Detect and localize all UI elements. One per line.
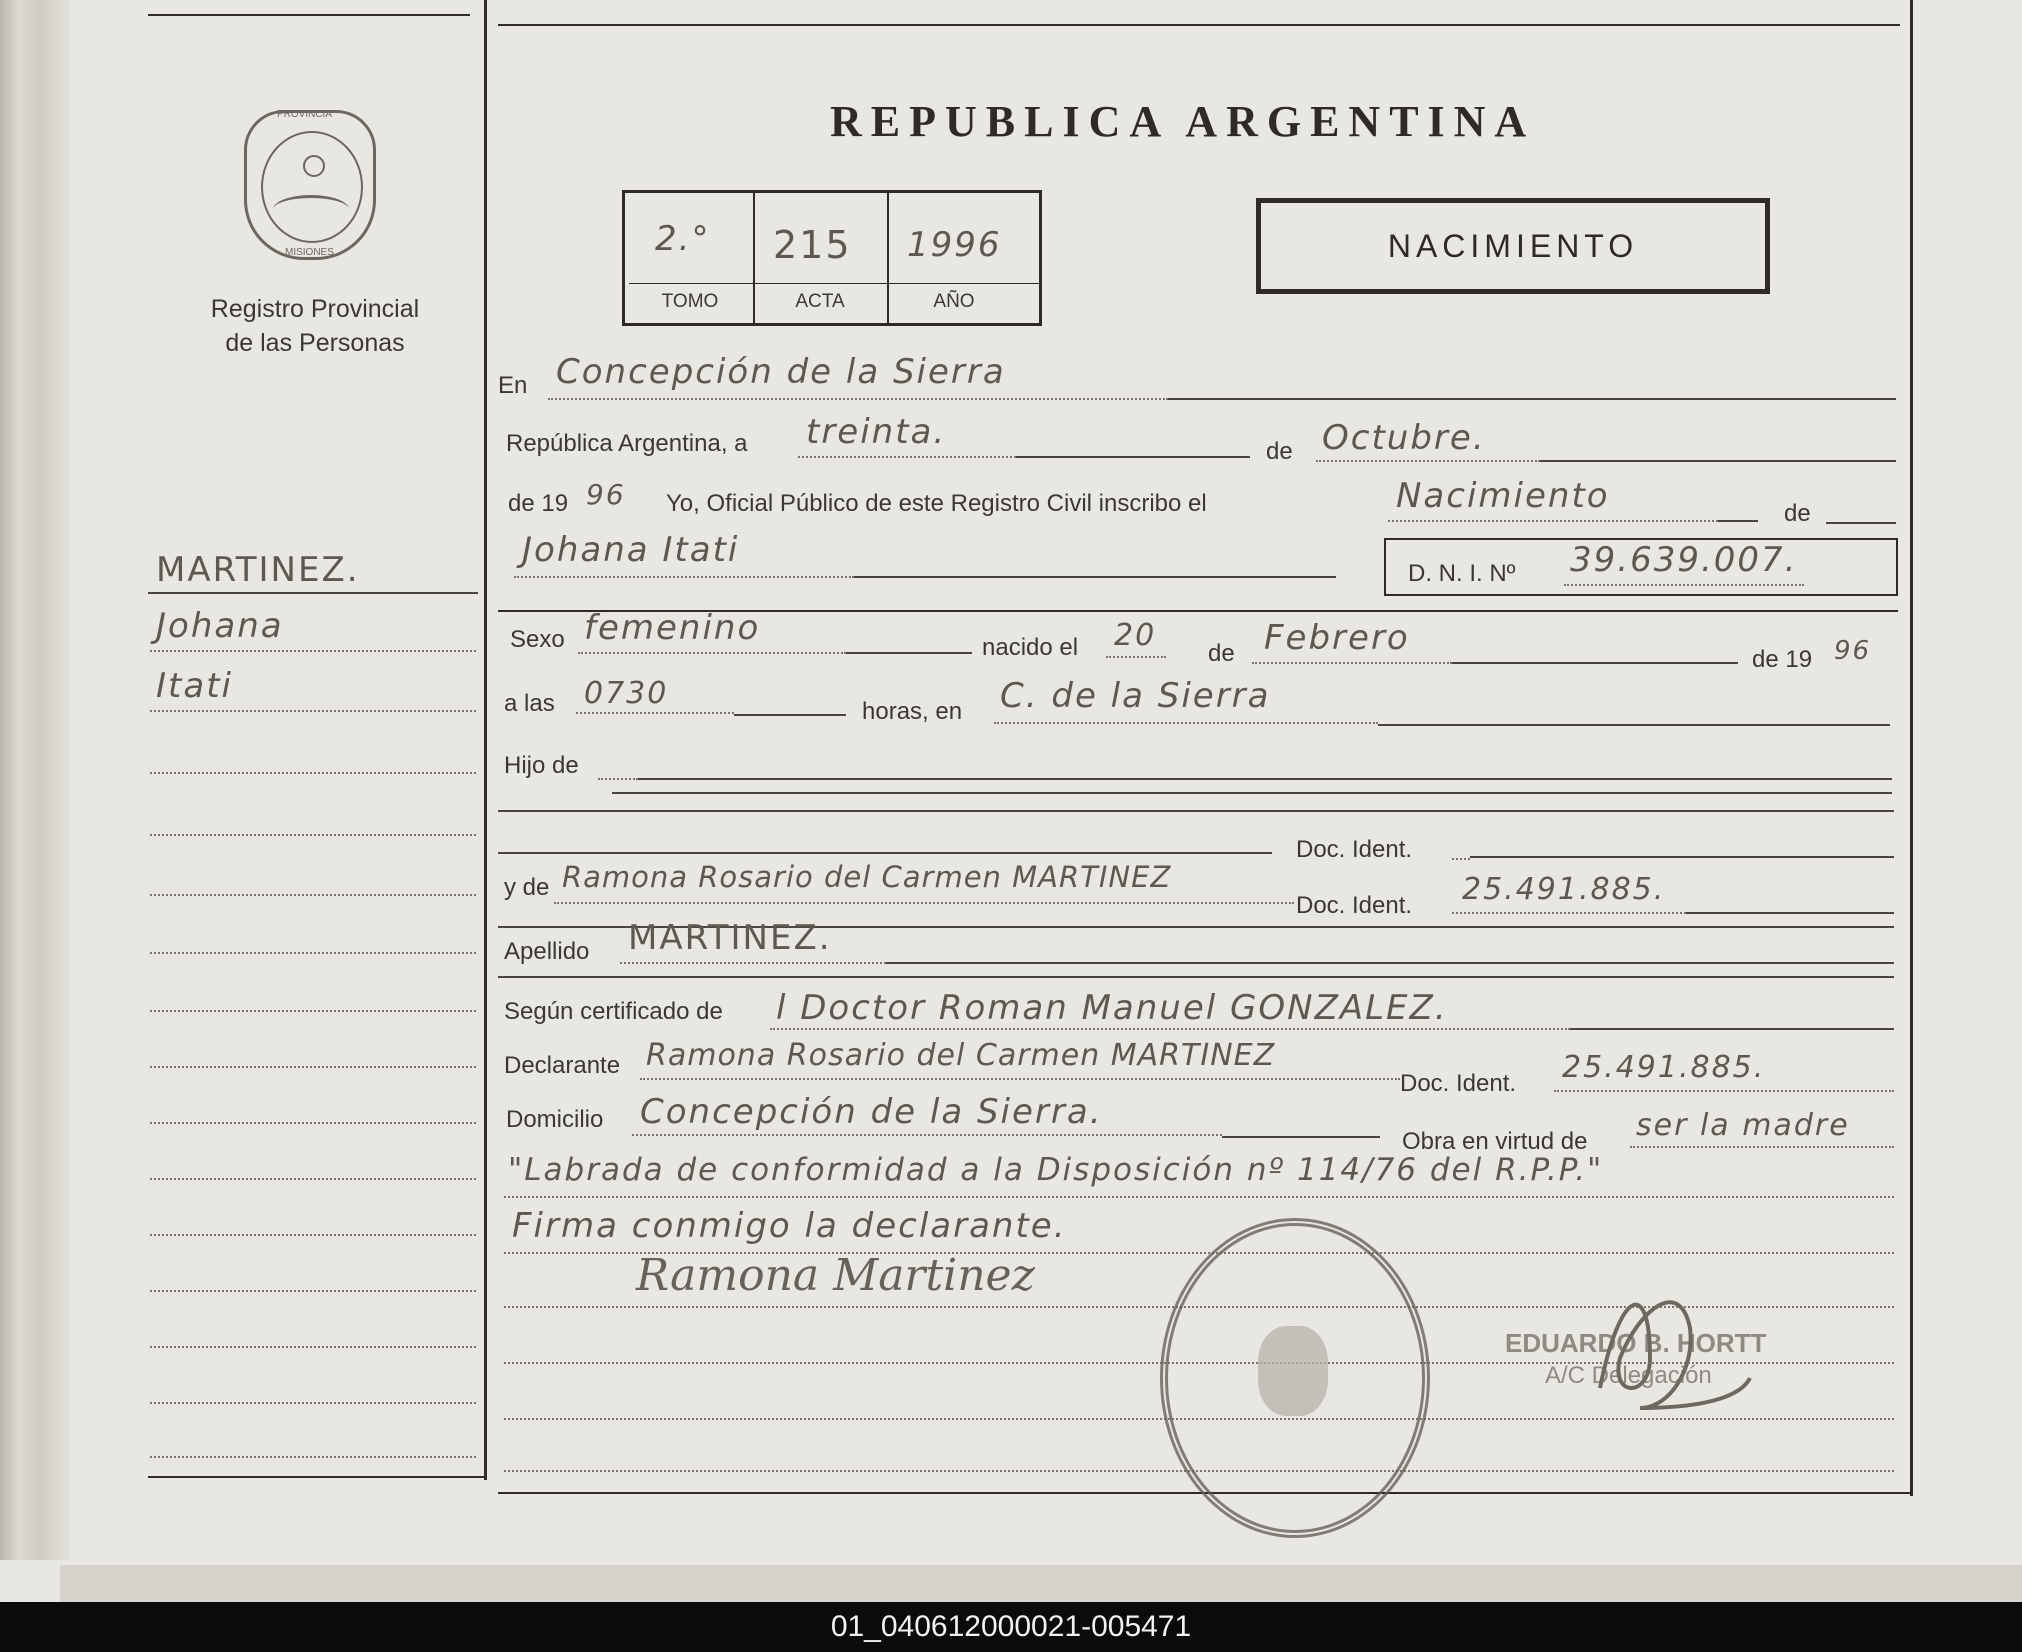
- domicilio-line-end: [1222, 1136, 1380, 1138]
- certificado-label: Según certificado de: [504, 998, 723, 1025]
- top-rule-right: [498, 24, 1900, 26]
- birth-place-line-end: [1378, 724, 1890, 726]
- hijo-line: [598, 778, 638, 780]
- declarant-signature: Ramona Martinez: [636, 1250, 1035, 1301]
- official-stamp: [1160, 1218, 1430, 1538]
- hijo-line-end: [638, 778, 1892, 780]
- place-line-end: [1168, 398, 1896, 400]
- registry-line-1: Registro Provincial: [210, 295, 420, 323]
- month-line: [1316, 460, 1540, 462]
- child-name-line-end: [854, 576, 1336, 578]
- domicilio-value: Concepción de la Sierra.: [640, 1092, 1103, 1132]
- act-kind-value: Nacimiento: [1396, 476, 1610, 516]
- obra-line: [1630, 1146, 1894, 1148]
- declarante-doc: 25.491.885.: [1562, 1050, 1766, 1085]
- apellido-value: MARTINEZ.: [628, 918, 832, 958]
- apellido-label: Apellido: [504, 938, 590, 965]
- margin-name-2: Itati: [156, 666, 233, 706]
- dni-line: [1564, 584, 1804, 586]
- en-label: En: [498, 372, 528, 399]
- child-name-line: [514, 576, 854, 578]
- de-line: [1826, 522, 1896, 524]
- apellido-line-end: [886, 962, 1894, 964]
- margin-surname: MARTINEZ.: [156, 550, 360, 590]
- obra-label: Obra en virtud de: [1402, 1128, 1588, 1155]
- mother-doc-line-end: [1686, 912, 1894, 914]
- sexo-line: [578, 652, 846, 654]
- top-rule-left: [148, 14, 470, 16]
- birth-time-line-end: [734, 714, 846, 716]
- birth-month-line: [1252, 662, 1452, 664]
- de-label-3: de: [1208, 640, 1235, 667]
- doc-ident-label-2: Doc. Ident.: [1296, 892, 1413, 919]
- domicilio-label: Domicilio: [506, 1106, 604, 1133]
- act-kind-line-end: [1718, 520, 1758, 522]
- box-rule: [629, 283, 1039, 284]
- hijo-line-3: [498, 810, 1894, 812]
- apellido-line: [620, 962, 886, 964]
- birth-day: 20: [1114, 618, 1157, 653]
- de-label: de: [1266, 438, 1293, 465]
- a-las-label: a las: [504, 690, 555, 717]
- officer-name: EDUARDO B. HORTT: [1505, 1328, 1767, 1358]
- margin-rule: [148, 592, 478, 594]
- record-type-box: NACIMIENTO: [1256, 198, 1770, 294]
- birth-day-line: [1106, 656, 1166, 658]
- birth-month-line-end: [1452, 662, 1738, 664]
- birth-month: Febrero: [1264, 618, 1410, 658]
- birth-year-suffix: 96: [1834, 636, 1872, 666]
- seal-emblem: [261, 131, 363, 243]
- day-value: treinta.: [806, 412, 947, 452]
- registry-line-2: de las Personas: [225, 329, 405, 357]
- margin-name-1: Johana: [156, 606, 284, 646]
- record-number-box: [622, 190, 1042, 326]
- month-line-end: [1540, 460, 1896, 462]
- inscribe-text: Yo, Oficial Público de este Registro Civil inscribo el: [666, 490, 1207, 517]
- hills-icon: [273, 195, 349, 224]
- year-suffix: 96: [586, 478, 626, 511]
- doc-ident-label: Doc. Ident.: [1296, 836, 1413, 863]
- tomo-label: TOMO: [661, 291, 719, 312]
- place-value: Concepción de la Sierra: [556, 352, 1006, 392]
- sexo-line-end: [846, 652, 972, 654]
- child-name: Johana Itati: [522, 530, 740, 570]
- obra-value: ser la madre: [1636, 1108, 1850, 1143]
- day-line-end: [1016, 456, 1250, 458]
- birth-place: C. de la Sierra: [1000, 676, 1271, 716]
- acta-value: 215: [773, 223, 852, 267]
- year-prefix: de 19: [508, 490, 569, 517]
- act-kind-line: [1388, 520, 1718, 522]
- note-line-1: "Labrada de conformidad a la Disposición nº 114/76 del R.P.P.": [508, 1152, 1604, 1188]
- birth-place-line: [994, 722, 1378, 724]
- page-edge: [60, 1565, 2022, 1602]
- sexo-label: Sexo: [510, 626, 565, 653]
- de-label-2: de: [1784, 500, 1811, 527]
- birth-time: 0730: [584, 676, 669, 711]
- officer-title: A/C Delegación: [1545, 1362, 1712, 1389]
- declarante-doc-line: [1554, 1090, 1894, 1092]
- apellido-rule: [498, 976, 1894, 978]
- father-doc-line-end: [1470, 856, 1894, 858]
- certificado-line: [770, 1028, 1570, 1030]
- horas-label: horas, en: [862, 698, 963, 725]
- anio-label: AÑO: [933, 291, 975, 312]
- seal-text-bottom: MISIONES: [285, 247, 334, 258]
- declarante-line: [640, 1078, 1400, 1080]
- republica-label: República Argentina, a: [506, 430, 748, 457]
- mother-doc: 25.491.885.: [1462, 872, 1666, 907]
- nacido-label: nacido el: [982, 634, 1079, 661]
- birth-time-line: [576, 712, 734, 714]
- y-de-label: y de: [504, 874, 550, 901]
- column-divider: [484, 0, 487, 1480]
- declarante-value: Ramona Rosario del Carmen MARTINEZ: [646, 1038, 1276, 1073]
- declarante-label: Declarante: [504, 1052, 621, 1079]
- mother-name: Ramona Rosario del Carmen MARTINEZ: [562, 860, 1172, 894]
- hijo-line-2: [612, 792, 1892, 794]
- seal-text-top: PROVINCIA: [277, 109, 333, 120]
- birth-year-prefix: de 19: [1752, 646, 1813, 673]
- anio-value: 1996: [907, 225, 1002, 265]
- right-border: [1910, 0, 1913, 1496]
- provincial-seal: [244, 110, 376, 260]
- father-line: [498, 852, 1272, 854]
- place-line: [548, 398, 1168, 400]
- acta-label: ACTA: [795, 291, 845, 312]
- dni-label: D. N. I. Nº: [1408, 560, 1516, 587]
- tomo-value: 2.°: [655, 219, 711, 259]
- image-code: 01_040612000021-005471: [830, 1610, 1192, 1643]
- doc-ident-label-3: Doc. Ident.: [1400, 1070, 1517, 1097]
- registry-name: [170, 292, 460, 360]
- sexo-value: femenino: [584, 608, 761, 648]
- image-code-bar: [0, 1602, 2022, 1652]
- dni-value: 39.639.007.: [1570, 540, 1798, 580]
- day-line: [798, 456, 1016, 458]
- country-title: REPUBLICA ARGENTINA: [830, 97, 1536, 146]
- certificado-value: l Doctor Roman Manuel GONZALEZ.: [776, 988, 1448, 1028]
- coat-of-arms-icon: [1258, 1326, 1328, 1416]
- note-line-2: Firma conmigo la declarante.: [512, 1206, 1067, 1246]
- hijo-label: Hijo de: [504, 752, 579, 779]
- certificado-line-end: [1570, 1028, 1894, 1030]
- mother-doc-line: [1452, 912, 1686, 914]
- bottom-rule-left: [148, 1476, 484, 1478]
- book-spine: [0, 0, 70, 1560]
- officer-signature-icon: [1580, 1268, 1760, 1428]
- father-doc-line: [1452, 858, 1470, 860]
- note-line-1-rule: [504, 1196, 1894, 1198]
- domicilio-line: [632, 1134, 1222, 1136]
- mother-line: [554, 902, 1294, 904]
- sun-icon: [303, 155, 325, 177]
- month-value: Octubre.: [1322, 418, 1486, 458]
